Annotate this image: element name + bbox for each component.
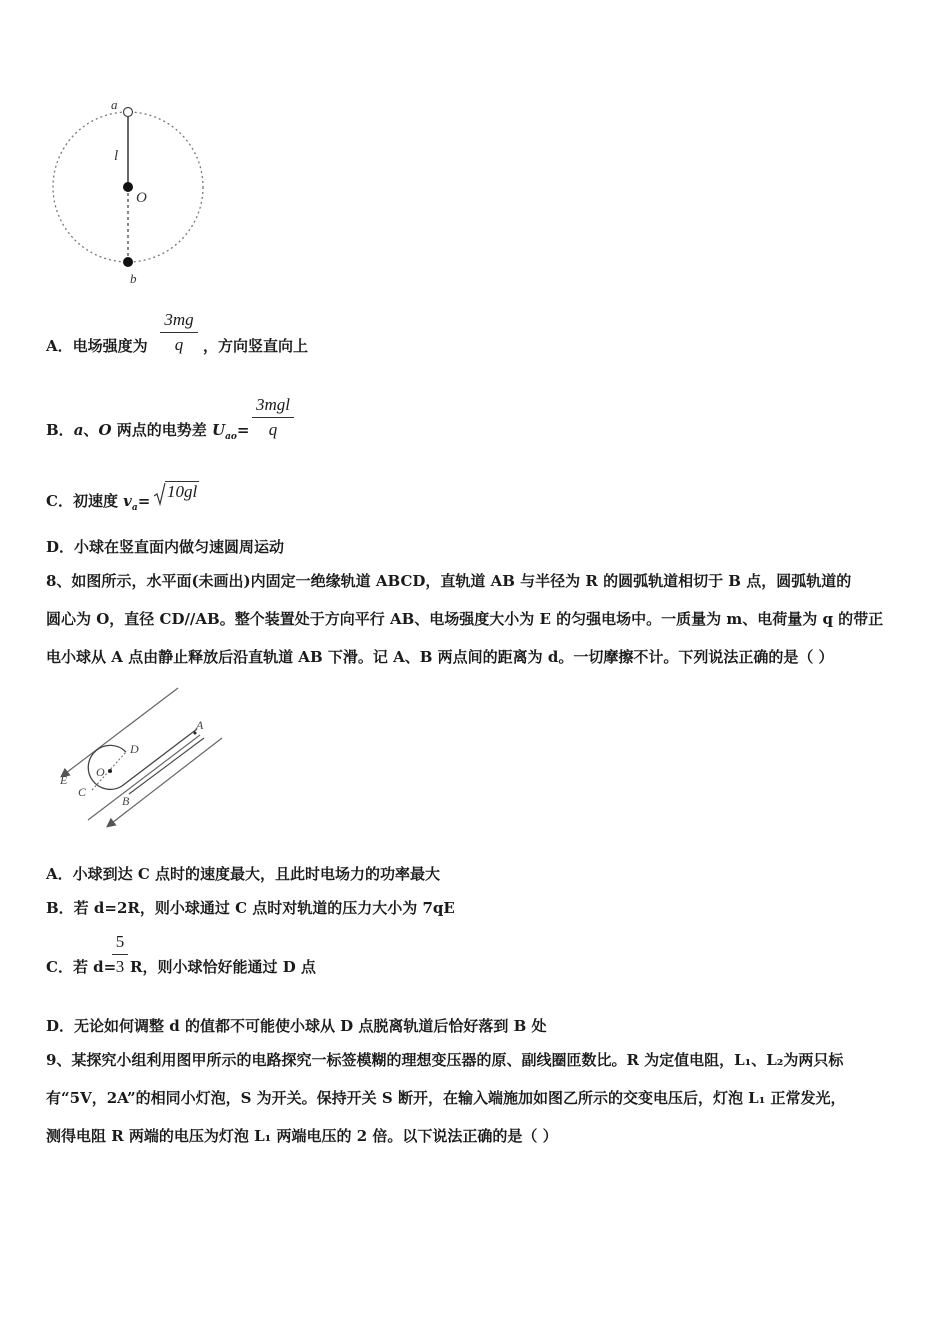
q9-stem-line3: 测得电阻 R 两端的电压为灯泡 L₁ 两端电压的 2 倍。以下说法正确的是（ ） bbox=[46, 1127, 558, 1145]
field-line-1 bbox=[62, 688, 178, 776]
label-O: O bbox=[136, 190, 147, 206]
q7-option-b-a: a bbox=[73, 421, 84, 439]
figure-track-field bbox=[50, 680, 240, 835]
q7-option-b-fraction bbox=[252, 395, 294, 440]
q8-option-c-fraction bbox=[112, 932, 128, 977]
q7-option-b-O: O bbox=[98, 421, 112, 439]
frac-num: 3mgl bbox=[256, 395, 290, 414]
q7-option-b-mid: 、 bbox=[83, 421, 99, 439]
label-D: D bbox=[130, 742, 139, 756]
point-O bbox=[108, 769, 112, 773]
frac-num: 3mg bbox=[164, 310, 194, 329]
frac-den: 3 bbox=[115, 957, 125, 976]
q9-stem-line2: 有“5V，2A”的相同小灯泡，S 为开关。保持开关 S 断开，在输入端施加如图乙所示的交变电压后，灯泡 L₁ 正常发光， bbox=[46, 1089, 846, 1107]
q8-stem-line2: 圆心为 O，直径 CD//AB。整个装置处于方向平行 AB、电场强度大小为 E 的匀强电场中。一质量为 m、电荷量为 q 的带正 bbox=[46, 610, 884, 628]
q9-stem-line1: 9、某探究小组利用图甲所示的电路探究一标签模糊的理想变压器的原、副线圈匝数比。R 为定值电阻，L₁、L₂为两只标 bbox=[46, 1051, 844, 1069]
figure-circle-pendulum bbox=[40, 95, 220, 295]
label-E: E bbox=[60, 773, 68, 787]
label-A: A bbox=[196, 718, 204, 732]
q8-option-d: D．无论如何调整 d 的值都不可能使小球从 D 点脱离轨道后恰好落到 B 处 bbox=[46, 1017, 547, 1035]
sqrt-content: 10gl bbox=[167, 482, 198, 501]
q7-option-b-U-sub: ao bbox=[225, 432, 237, 442]
q7-option-b-eq: = bbox=[236, 421, 250, 439]
frac-bar bbox=[252, 417, 294, 418]
label-b: b bbox=[130, 271, 137, 286]
label-B: B bbox=[122, 794, 130, 808]
q8-option-a: A．小球到达 C 点时的速度最大，且此时电场力的功率最大 bbox=[46, 865, 441, 883]
q7-option-a bbox=[46, 336, 148, 356]
frac-den: q bbox=[268, 420, 278, 439]
q7-option-d: D．小球在竖直面内做匀速圆周运动 bbox=[46, 538, 285, 556]
q7-option-c-prefix: C．初速度 bbox=[46, 492, 124, 510]
point-b-dot bbox=[123, 257, 133, 267]
q8-stem-line1: 8、如图所示，水平面(未画出)内固定一绝缘轨道 ABCD，直轨道 AB 与半径为 R 的圆弧轨道相切于 B 点，圆弧轨道的 bbox=[46, 572, 852, 590]
q7-option-c-v-sub: a bbox=[131, 503, 138, 513]
q7-option-b-U: U bbox=[211, 421, 226, 439]
label-O: O bbox=[96, 765, 105, 779]
label-l: l bbox=[114, 148, 119, 164]
q8-option-b: B．若 d=2R，则小球通过 C 点时对轨道的压力大小为 7qE bbox=[46, 899, 455, 917]
q7-option-b-text: 两点的电势差 bbox=[111, 421, 212, 439]
q7-option-b bbox=[46, 420, 249, 447]
frac-bar bbox=[160, 332, 198, 333]
frac-bar bbox=[112, 954, 128, 955]
q7-option-a-fraction bbox=[160, 310, 198, 355]
q7-option-b-prefix: B． bbox=[46, 421, 74, 439]
frac-den: q bbox=[174, 335, 184, 354]
track-AB-outer bbox=[129, 738, 204, 794]
q8-option-c-prefix: C．若 d= bbox=[46, 958, 117, 976]
point-O-dot bbox=[123, 182, 133, 192]
label-a: a bbox=[111, 97, 118, 112]
field-line-3 bbox=[88, 735, 200, 820]
q7-option-c-eq: = bbox=[137, 492, 151, 510]
q7-option-a-suffix: ，方向竖直向上 bbox=[203, 337, 309, 355]
arc-track bbox=[88, 745, 126, 789]
q7-option-c bbox=[46, 491, 150, 518]
q8-option-c-suffix: R，则小球恰好能通过 D 点 bbox=[130, 958, 316, 976]
q8-stem-line3: 电小球从 A 点由静止释放后沿直轨道 AB 下滑。记 A、B 两点间的距离为 d。一切摩擦不计。下列说法正确的是（ ） bbox=[46, 648, 834, 666]
point-a-hollow bbox=[124, 108, 133, 117]
q7-option-c-v: v bbox=[123, 492, 132, 510]
track-AB bbox=[122, 729, 197, 786]
label-C: C bbox=[78, 785, 87, 799]
q7-option-a-prefix: A．电场强度为 bbox=[46, 337, 148, 355]
frac-num: 5 bbox=[115, 932, 125, 951]
